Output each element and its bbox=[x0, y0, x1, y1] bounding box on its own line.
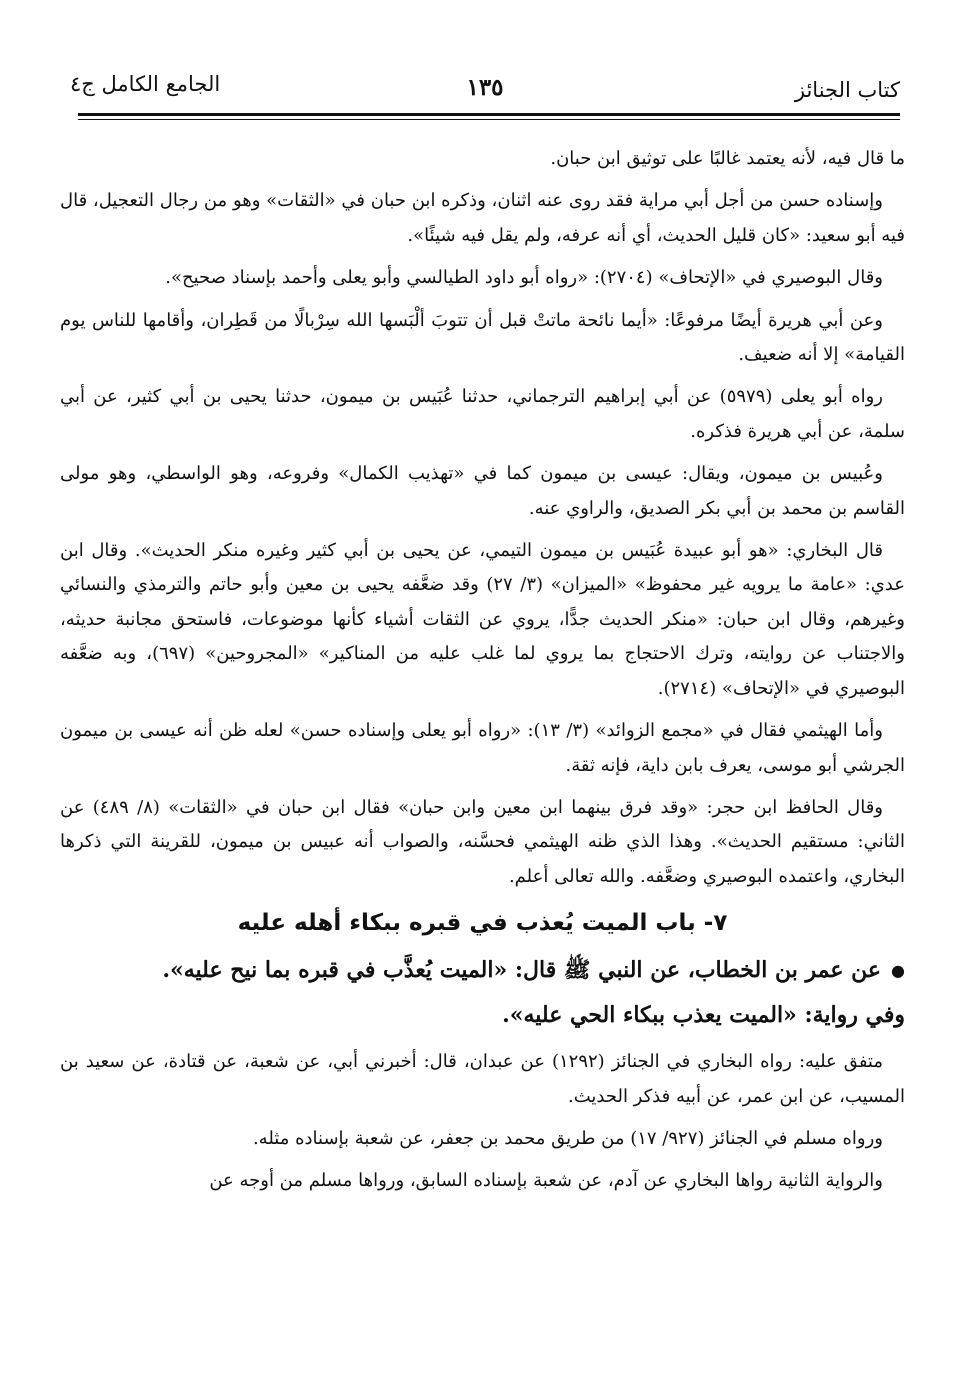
takhrij-paragraph: ورواه مسلم في الجنائز (٩٢٧/ ١٧) من طريق محمد بن جعفر، عن شعبة بإسناده مثله. bbox=[252, 1127, 883, 1149]
paragraph: وعُبيس بن ميمون، ويقال: عيسى بن ميمون كما في «تهذيب الكمال» وفروعه، وهو الواسطي، وهو مولى القاسم بن محمد بن أبي بكر الصديق، والراوي عنه. bbox=[60, 463, 905, 519]
header-rule-thin bbox=[78, 119, 900, 120]
paragraph: ما قال فيه، لأنه يعتمد غالبًا على توثيق ابن حبان. bbox=[550, 148, 905, 169]
hadith-variant: وفي رواية: «الميت يعذب ببكاء الحي عليه». bbox=[502, 1002, 905, 1029]
header-rule-thick bbox=[78, 113, 900, 116]
paragraph: قال البخاري: «هو أبو عبيدة عُبَيس بن ميمون التيمي، عن يحيى بن أبي كثير وغيره منكر الحديث». وقال ابن عدي: «عامة ما يرويه غير محفوظ» «الميزان» (٣/ ٢٧) وقد ضعَّفه يحيى بن معين وأبو حاتم والترمذي والنسائي وغيرهم، وقال ابن حبان: «منكر الحديث جدًّا، يروي عن الثقات أشياء كأنها موضوعات، فاستحق مجانبة حديثه، والاجتناب عن روايته، وترك الاحتجاج بما يروي لما غلب عليه من المناكير» «المجروحين» (٦٩٧)، وبه ضعَّفه البوصيري في «الإتحاف» (٢٧١٤). bbox=[60, 540, 905, 699]
takhrij-paragraph: والرواية الثانية رواها البخاري عن آدم، عن شعبة بإسناده السابق، ورواها مسلم من أوجه عن bbox=[209, 1170, 883, 1192]
hadith-body: عن عمر بن الخطاب، عن النبي ﷺ قال: «الميت يُعذَّب في قبره بما نيح عليه». bbox=[162, 957, 882, 984]
paragraph: وقال البوصيري في «الإتحاف» (٢٧٠٤): «رواه أبو داود الطيالسي وأبو يعلى وأحمد بإسناد صحيح». bbox=[165, 267, 883, 289]
paragraph: وإسناده حسن من أجل أبي مراية فقد روى عنه اثنان، وذكره ابن حبان في «الثقات» وهو من رجال التعجيل، قال فيه أبو سعيد: «كان قليل الحديث، أي أنه عرفه، ولم يقل فيه شيئًا». bbox=[60, 190, 905, 246]
bullet-icon: ● bbox=[891, 961, 905, 981]
paragraph: رواه أبو يعلى (٥٩٧٩) عن أبي إبراهيم الترجماني، حدثنا عُبَيس بن ميمون، حدثنا يحيى بن أبي كثير، عن أبي سلمة، عن أبي هريرة فذكره. bbox=[60, 386, 905, 442]
page-body bbox=[60, 142, 905, 1199]
page-number: ١٣٥ bbox=[466, 74, 504, 101]
takhrij-paragraph: متفق عليه: رواه البخاري في الجنائز (١٢٩٢) عن عبدان، قال: أخبرني أبي، عن شعبة، عن قتادة، عن سعيد بن المسيب، عن ابن عمر، عن أبيه فذكر الحديث. bbox=[60, 1051, 905, 1107]
chapter-title: ٧- باب الميت يُعذب في قبره ببكاء أهله عليه bbox=[237, 910, 728, 937]
paragraph: وعن أبي هريرة أيضًا مرفوعًا: «أيما نائحة ماتتْ قبل أن تتوبَ ألْبَسها الله سِرْبالًا من قَطِران، وأقامها للناس يوم القيامة» إلا أنه ضعيف. bbox=[60, 309, 905, 366]
hadith-text bbox=[60, 948, 905, 993]
paragraph: وأما الهيثمي فقال في «مجمع الزوائد» (٣/ ١٣): «رواه أبو يعلى وإسناده حسن» لعله ظن أنه عيسى بن ميمون الجرشي أبو موسى، يعرف بابن داية، فإنه ثقة. bbox=[60, 720, 905, 776]
series-title: الجامع الكامل ج٤ bbox=[70, 72, 221, 96]
book-title: كتاب الجنائز bbox=[794, 78, 900, 102]
paragraph: وقال الحافظ ابن حجر: «وقد فرق بينهما ابن معين وابن حبان» فقال ابن حبان في «الثقات» (٨/ ٤٨٩) عن الثاني: مستقيم الحديث». وهذا الذي ظنه الهيثمي فحسَّنه، والصواب أنه عبيس بن ميمون، للقرينة التي ذكرها البخاري، واعتمده البوصيري وضعَّفه. والله تعالى أعلم. bbox=[60, 796, 905, 887]
